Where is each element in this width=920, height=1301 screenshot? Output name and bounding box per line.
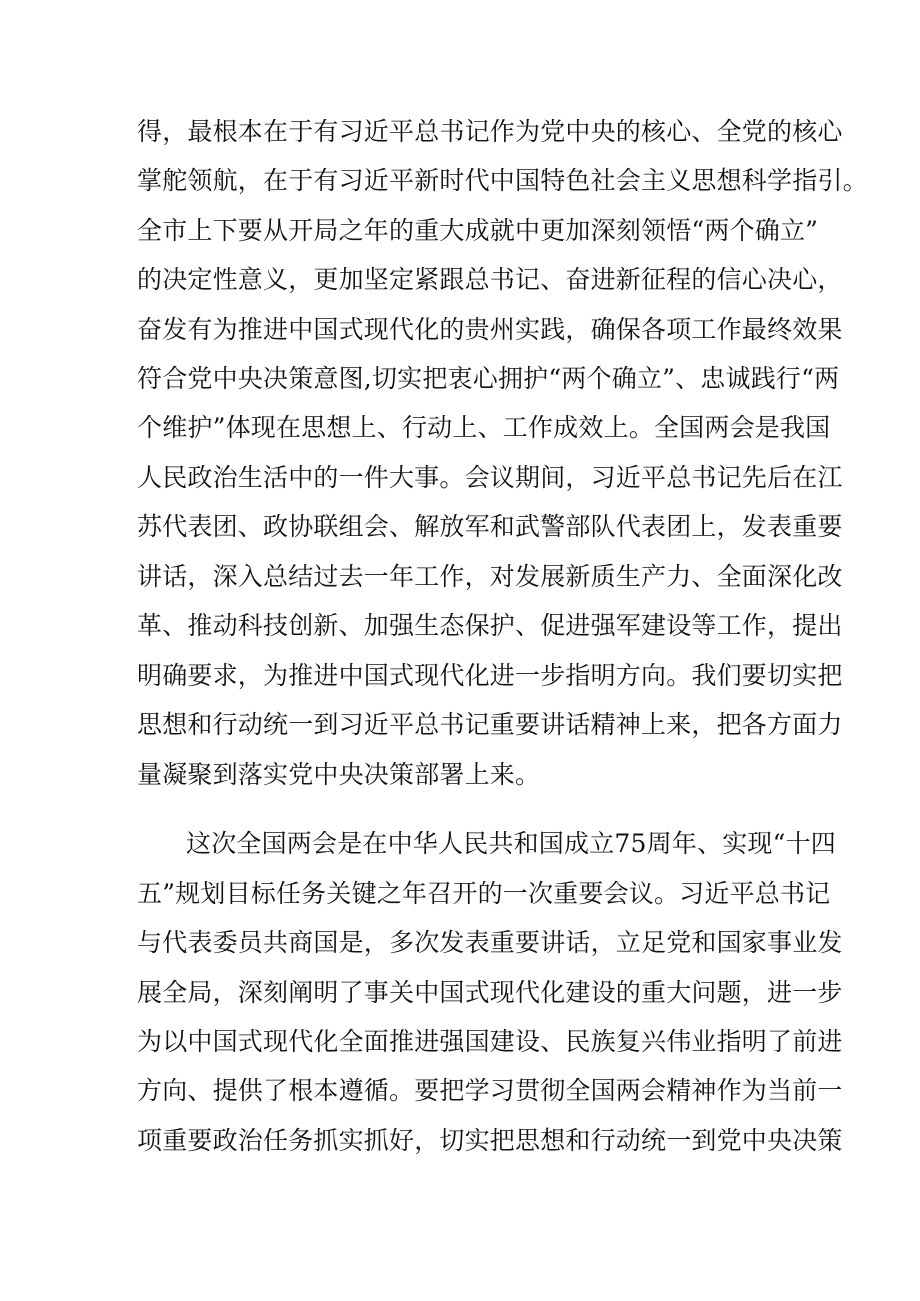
paragraph-line: 五”规划目标任务关键之年召开的一次重要会议。习近平总书记 [137,879,831,908]
paragraph-line: 奋发有为推进中国式现代化的贵州实践，确保各项工作最终效果 [137,315,843,344]
paragraph-line: 全市上下要从开局之年的重大成就中更加深刻领悟“两个确立” [137,216,819,245]
paragraph-line: 得，最根本在于有习近平总书记作为党中央的核心、全党的核心 [137,117,843,146]
paragraph-line: 量凝聚到落实党中央决策部署上来。 [137,760,541,789]
paragraph-line: 革、推动科技创新、加强生态保护、促进强军建设等工作，提出 [137,611,843,640]
paragraph-line: 思想和行动统一到习近平总书记重要讲话精神上来，把各方面力 [137,710,843,739]
paragraph-line: 项重要政治任务抓实抓好，切实把思想和行动统一到党中央决策 [137,1126,843,1155]
paragraph-line: 明确要求，为推进中国式现代化进一步指明方向。我们要切实把 [137,661,843,690]
paragraph-line: 与代表委员共商国是，多次发表重要讲话，立足党和国家事业发 [137,928,843,957]
paragraph-line: 讲话，深入总结过去一年工作，对发展新质生产力、全面深化改 [137,562,843,591]
paragraph-line: 符合党中央决策意图,切实把衷心拥护“两个确立”、忠诚践行“两 [137,364,840,393]
paragraph-line: 掌舵领航，在于有习近平新时代中国特色社会主义思想科学指引。 [137,166,868,195]
paragraph-line: 展全局，深刻阐明了事关中国式现代化建设的重大问题，进一步 [137,978,843,1007]
paragraph-line: 的决定性意义，更加坚定紧跟总书记、奋进新征程的信心决心， [137,265,843,294]
paragraph-line: 个维护”体现在思想上、行动上、工作成效上。全国两会是我国 [137,413,831,442]
paragraph-line: 方向、提供了根本遵循。要把学习贯彻全国两会精神作为当前一 [137,1076,843,1105]
paragraph-line: 人民政治生活中的一件大事。会议期间，习近平总书记先后在江 [137,463,843,492]
paragraph-line: 苏代表团、政协联组会、解放军和武警部队代表团上，发表重要 [137,512,843,541]
paragraph-line: 为以中国式现代化全面推进强国建设、民族复兴伟业指明了前进 [137,1027,843,1056]
paragraph-line: 这次全国两会是在中华人民共和国成立75周年、实现“十四 [186,829,836,858]
